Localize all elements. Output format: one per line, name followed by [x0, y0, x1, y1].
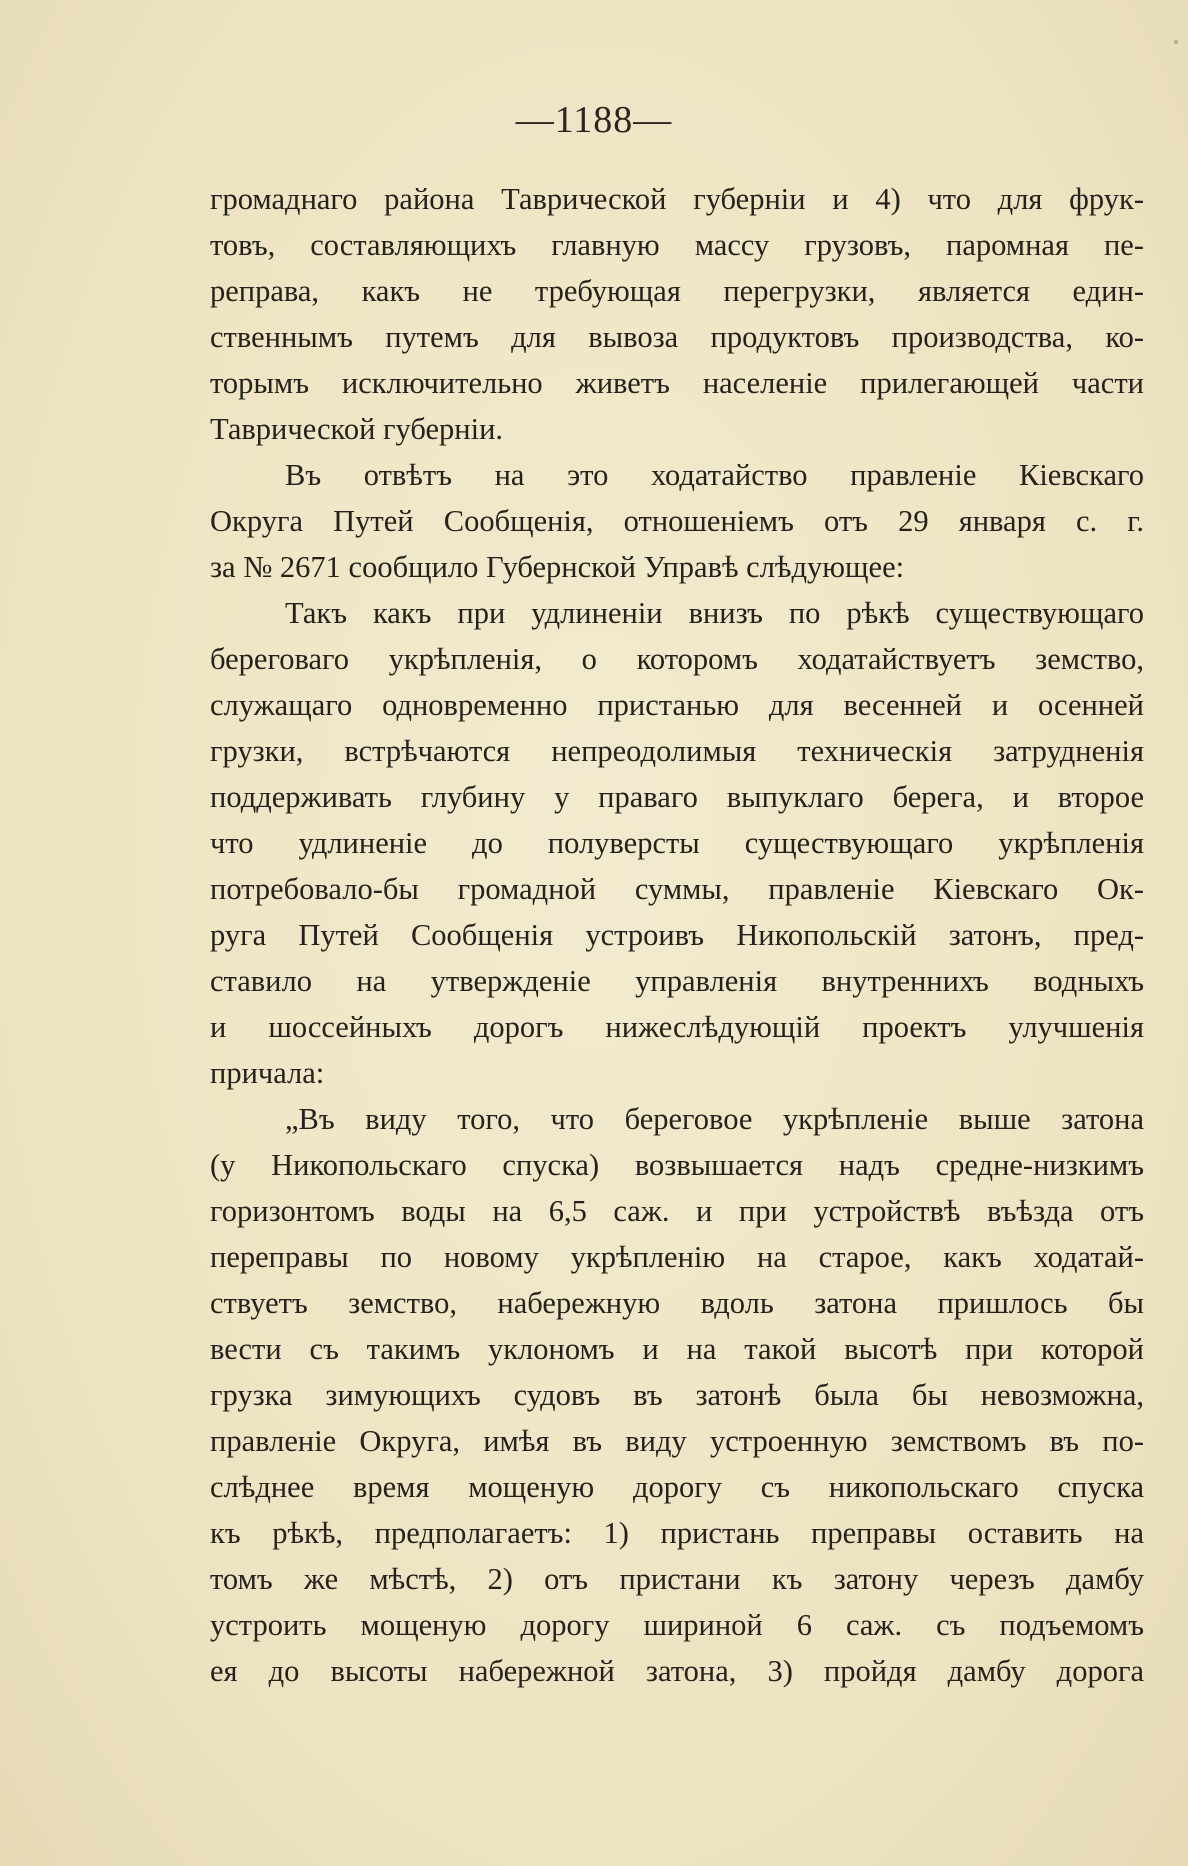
- text-line: реправа, какъ не требующая перегрузки, является един-: [210, 274, 1144, 308]
- text-line: руга Путей Сообщенія устроивъ Никопольскій затонъ, пред-: [210, 918, 1144, 952]
- text-line: грузки, встрѣчаются непреодолимыя техническія затрудненія: [210, 734, 1144, 768]
- text-line: (у Никопольскаго спуска) возвышается надъ средне-низкимъ: [210, 1148, 1144, 1182]
- body-text: [210, 176, 1144, 1694]
- text-line: Округа Путей Сообщенія, отношеніемъ отъ 29 января с. г.: [210, 504, 1144, 538]
- text-line: Таврической губерніи.: [210, 412, 504, 446]
- text-line: причала:: [210, 1056, 325, 1090]
- text-line: горизонтомъ воды на 6,5 саж. и при устройствѣ въѣзда отъ: [210, 1194, 1144, 1228]
- text-line: ея до высоты набережной затона, 3) пройдя дамбу дорога: [210, 1654, 1144, 1688]
- text-line: слѣднее время мощеную дорогу съ никопольскаго спуска: [210, 1470, 1144, 1504]
- text-line: потребовало-бы громадной суммы, правленіе Кіевскаго Ок-: [210, 872, 1144, 906]
- text-line: ставило на утвержденіе управленія внутреннихъ водныхъ: [210, 964, 1144, 998]
- text-line: товъ, составляющихъ главную массу грузовъ, паромная пе-: [210, 228, 1144, 262]
- text-line: „Въ виду того, что береговое укрѣпленіе выше затона: [285, 1102, 1144, 1136]
- text-line: за № 2671 сообщило Губернской Управѣ слѣдующее:: [210, 550, 905, 584]
- page-number: —1188—: [515, 99, 673, 141]
- text-line: правленіе Округа, имѣя въ виду устроенную земствомъ въ по-: [210, 1424, 1144, 1458]
- text-line: служащаго одновременно пристанью для весенней и осенней: [210, 688, 1144, 722]
- text-line: громаднаго района Таврической губерніи и 4) что для фрук-: [210, 182, 1144, 216]
- text-line: Такъ какъ при удлиненіи внизъ по рѣкѣ существующаго: [285, 596, 1144, 630]
- text-line: къ рѣкѣ, предполагаетъ: 1) пристань преправы оставить на: [210, 1516, 1144, 1550]
- text-line: что удлиненіе до полуверсты существующаго укрѣпленія: [210, 826, 1144, 860]
- text-line: поддерживать глубину у праваго выпуклаго берега, и второе: [210, 780, 1144, 814]
- text-line: береговаго укрѣпленія, о которомъ ходатайствуетъ земство,: [210, 642, 1144, 676]
- text-line: ственнымъ путемъ для вывоза продуктовъ производства, ко-: [210, 320, 1144, 354]
- text-line: устроить мощеную дорогу шириной 6 саж. съ подъемомъ: [210, 1608, 1144, 1642]
- text-line: грузка зимующихъ судовъ въ затонѣ была бы невозможна,: [210, 1378, 1144, 1412]
- text-line: переправы по новому укрѣпленію на старое, какъ ходатай-: [210, 1240, 1144, 1274]
- text-line: торымъ исключительно живетъ населеніе прилегающей части: [210, 366, 1144, 400]
- text-line: Въ отвѣтъ на это ходатайство правленіе Кіевскаго: [285, 458, 1144, 492]
- text-line: томъ же мѣстѣ, 2) отъ пристани къ затону черезъ дамбу: [210, 1562, 1144, 1596]
- text-line: и шоссейныхъ дорогъ нижеслѣдующій проектъ улучшенія: [210, 1010, 1144, 1044]
- text-line: ствуетъ земство, набережную вдоль затона пришлось бы: [210, 1286, 1144, 1320]
- paper-speck: [1174, 40, 1178, 44]
- text-line: вести съ такимъ уклономъ и на такой высотѣ при которой: [210, 1332, 1144, 1366]
